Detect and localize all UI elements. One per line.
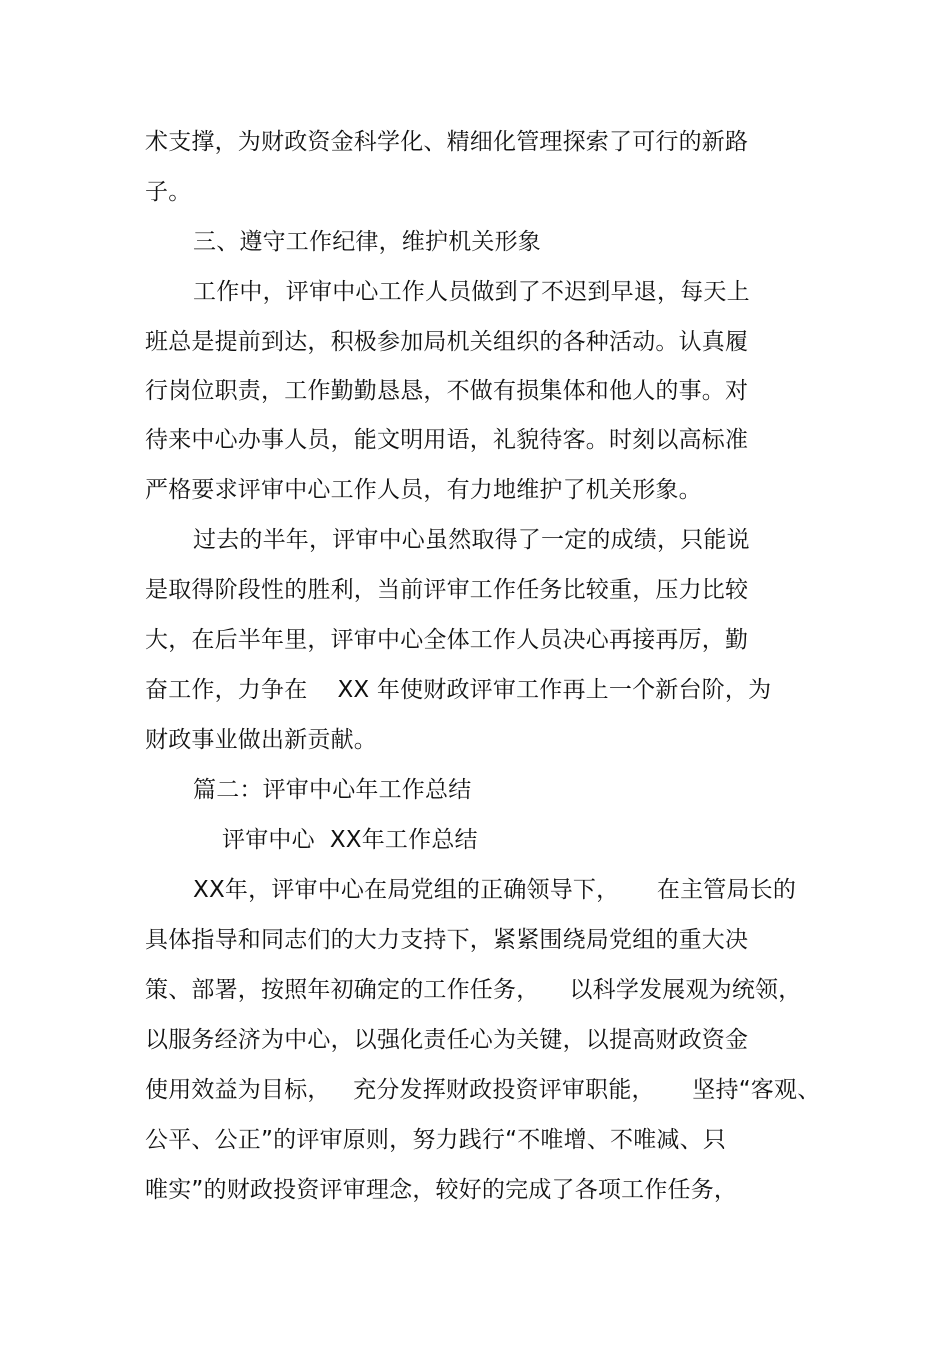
- paragraph-line: 奋工作，力争在 XX 年使财政评审工作再上一个新台阶，为: [145, 677, 772, 703]
- paragraph-line: 唯实”的财政投资评审理念，较好的完成了各项工作任务，: [145, 1177, 738, 1203]
- paragraph-line: 待来中心办事人员，能文明用语，礼貌待客。时刻以高标准: [145, 427, 749, 453]
- section-heading: 篇二：评审中心年工作总结: [193, 777, 472, 803]
- paragraph-line: 子。: [145, 179, 192, 205]
- paragraph-line: 是取得阶段性的胜利，当前评审工作任务比较重，压力比较: [145, 577, 749, 603]
- paragraph-line: XX年，评审中心在局党组的正确领导下， 在主管局长的: [193, 877, 797, 903]
- paragraph-line: 策、部署，按照年初确定的工作任务， 以科学发展观为统领，: [145, 977, 802, 1003]
- paragraph-line: 过去的半年，评审中心虽然取得了一定的成绩，只能说: [193, 527, 750, 553]
- paragraph-line: 工作中，评审中心工作人员做到了不迟到早退，每天上: [193, 279, 750, 305]
- paragraph-line: 财政事业做出新贡献。: [145, 727, 377, 753]
- paragraph-line: 具体指导和同志们的大力支持下，紧紧围绕局党组的重大决: [145, 927, 749, 953]
- paragraph-line: 严格要求评审中心工作人员，有力地维护了机关形象。: [145, 477, 702, 503]
- paragraph-line: 使用效益为目标， 充分发挥财政投资评审职能， 坚持“客观、: [145, 1077, 821, 1103]
- paragraph-line: 术支撑，为财政资金科学化、精细化管理探索了可行的新路: [145, 129, 749, 155]
- paragraph-line: 行岗位职责，工作勤勤恳恳，不做有损集体和他人的事。对: [145, 378, 749, 404]
- paragraph-line: 以服务经济为中心，以强化责任心为关键，以提高财政资金: [145, 1027, 749, 1053]
- paragraph-line: 班总是提前到达，积极参加局机关组织的各种活动。认真履: [145, 329, 749, 355]
- paragraph-line: 公平、公正”的评审原则，努力践行“不唯增、不唯减、只: [145, 1127, 727, 1153]
- document-title: 评审中心 XX年工作总结: [222, 827, 478, 853]
- section-heading: 三、遵守工作纪律，维护机关形象: [193, 229, 541, 255]
- paragraph-line: 大，在后半年里，评审中心全体工作人员决心再接再厉，勤: [145, 627, 749, 653]
